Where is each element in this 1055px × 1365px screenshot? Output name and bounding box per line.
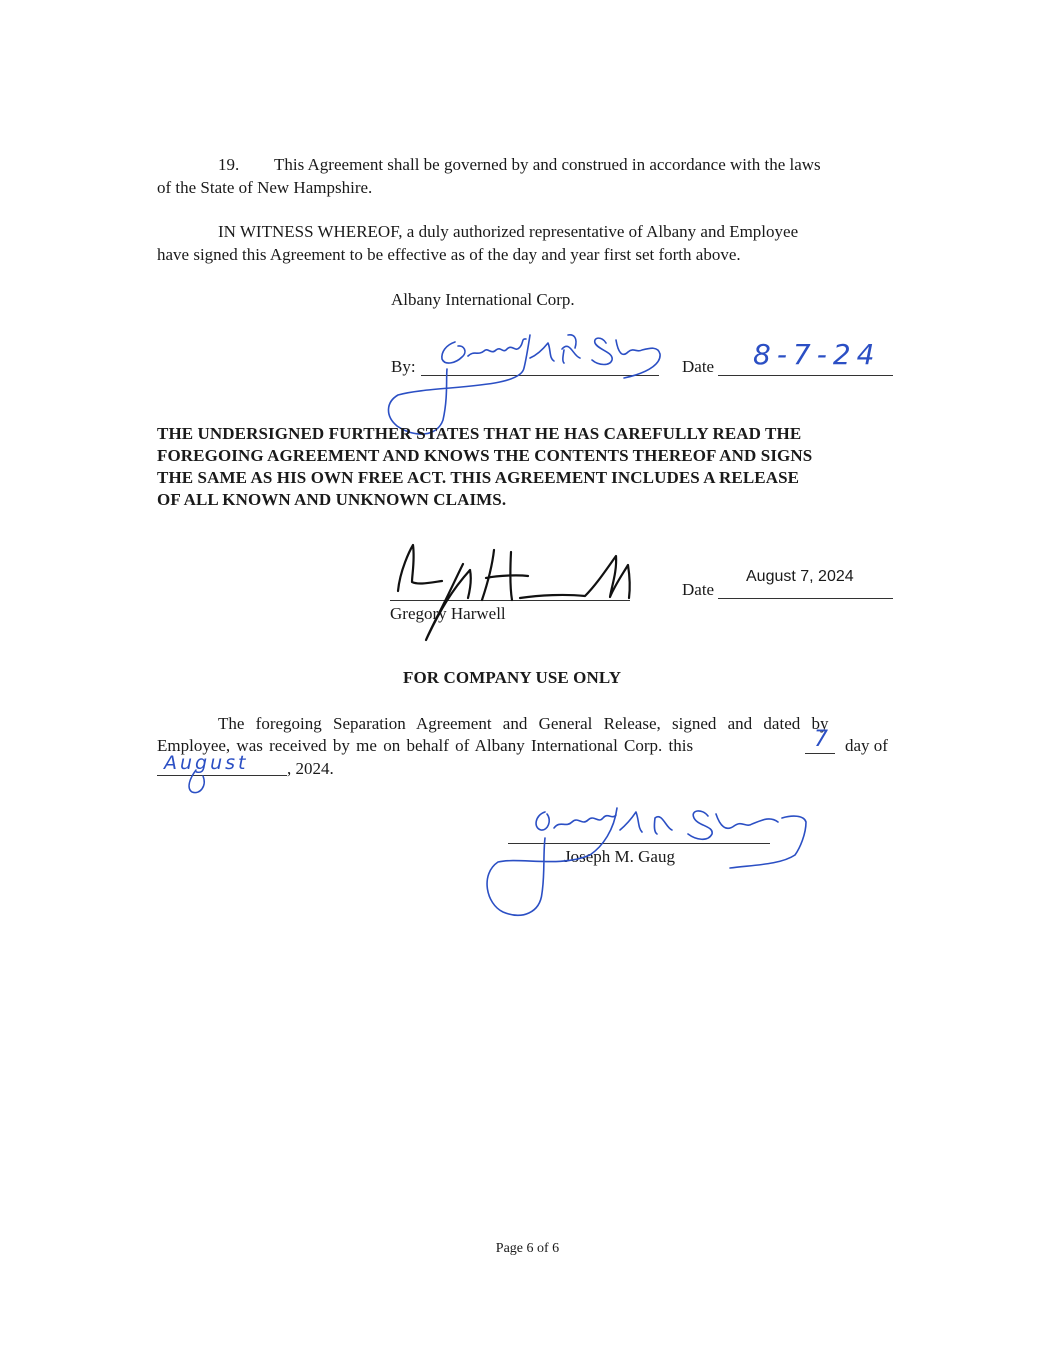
company-use-heading: FOR COMPANY USE ONLY (403, 668, 622, 687)
company-use-line2a: Employee, was received by me on behalf of Albany International Corp. this (157, 736, 694, 755)
statement-line2: FOREGOING AGREEMENT AND KNOWS THE CONTENTS THEREOF AND SIGNS (157, 446, 813, 465)
employee-date-typed: August 7, 2024 (746, 568, 854, 585)
month-handwritten: August (164, 752, 249, 774)
year-text: , 2024. (287, 759, 334, 778)
statement-line1: THE UNDERSIGNED FURTHER STATES THAT HE HAS CAREFULLY READ THE (157, 424, 802, 443)
company-use-line1: The foregoing Separation Agreement and General Release, signed and dated by (218, 714, 829, 733)
employee-name: Gregory Harwell (390, 604, 506, 623)
statement-line3: THE SAME AS HIS OWN FREE ACT. THIS AGREEMENT INCLUDES A RELEASE (157, 468, 800, 487)
employee-date-label: Date (682, 580, 715, 599)
section-19-line2: of the State of New Hampshire. (157, 178, 373, 197)
by-label: By: (391, 357, 416, 376)
witness-line1: IN WITNESS WHEREOF, a duly authorized representative of Albany and Employee (218, 222, 799, 241)
witness-line2: have signed this Agreement to be effective as of the day and year first set forth above. (157, 245, 741, 264)
day-handwritten: 7 (814, 727, 828, 752)
section-19-line1: This Agreement shall be governed by and construed in accordance with the laws (274, 155, 821, 174)
company-name: Albany International Corp. (391, 290, 575, 309)
section-19-number: 19. (218, 155, 240, 174)
company-date-label: Date (682, 357, 715, 376)
company-date-handwritten: 8-7-24 (753, 338, 881, 371)
receiver-name: Joseph M. Gaug (564, 847, 675, 866)
company-use-line2b: day of (845, 736, 888, 755)
statement-line4: OF ALL KNOWN AND UNKNOWN CLAIMS. (157, 490, 507, 509)
page-number: Page 6 of 6 (495, 1241, 560, 1256)
